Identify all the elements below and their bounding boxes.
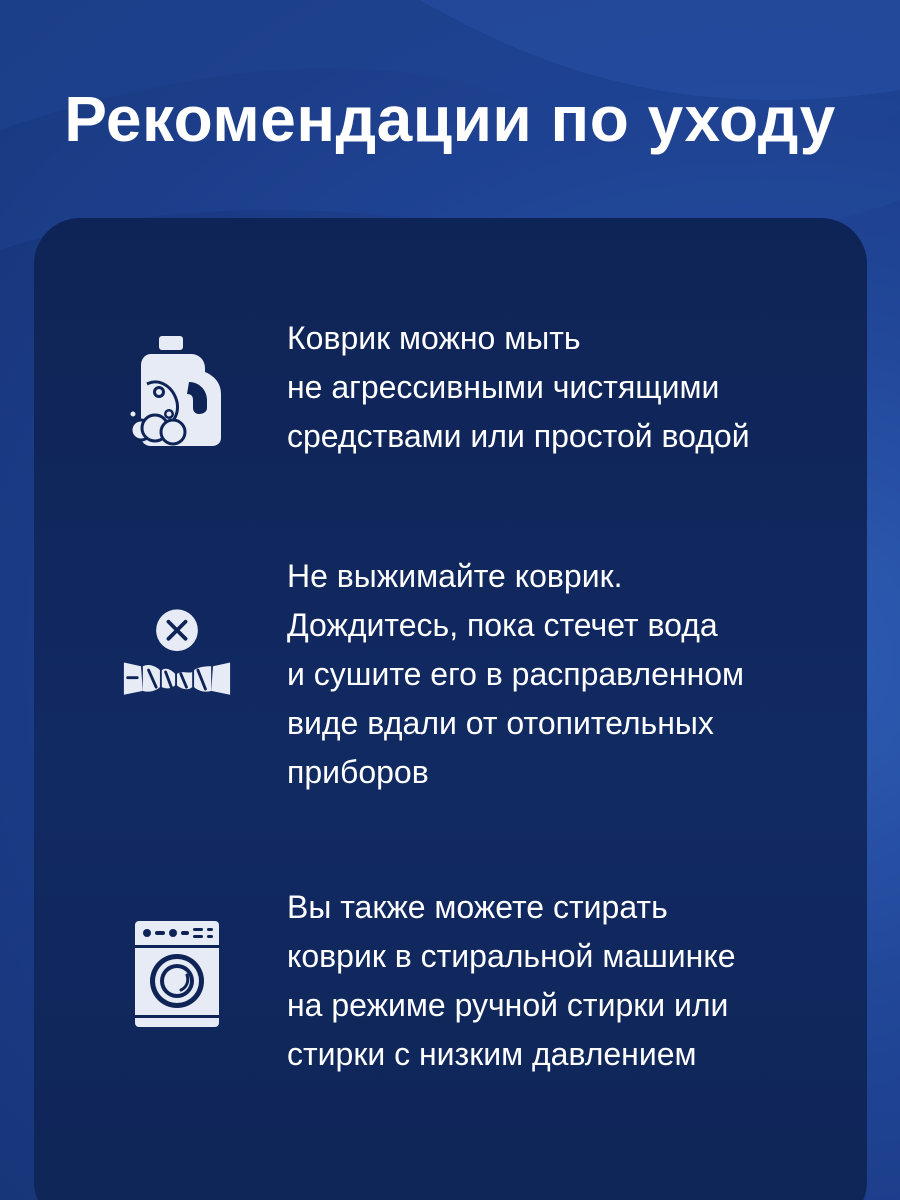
recommendation-line: Коврик можно мыть (287, 320, 581, 356)
washing-machine-icon (122, 918, 232, 1030)
recommendation-line: Вы также можете стирать (287, 889, 668, 925)
recommendation-text (287, 883, 847, 1079)
page-title: Рекомендации по уходу (64, 83, 836, 155)
detergent-bottle-icon (122, 330, 232, 450)
recommendation-line: не агрессивными чистящими (287, 369, 720, 405)
recommendation-line: Не выжимайте коврик. (287, 558, 623, 594)
recommendation-line: приборов (287, 754, 429, 790)
recommendation-line: Дождитесь, пока стечет вода (287, 607, 718, 643)
do-not-wring-icon (122, 603, 232, 703)
recommendation-line: стирки с низким давлением (287, 1036, 697, 1072)
recommendation-line: и сушите его в расправленном (287, 656, 745, 692)
recommendation-line: виде вдали от отопительных (287, 705, 714, 741)
recommendation-text (287, 552, 847, 797)
recommendation-line: коврик в стиральной машинке (287, 938, 736, 974)
recommendations-card (34, 218, 867, 1200)
recommendation-line: на режиме ручной стирки или (287, 987, 729, 1023)
recommendation-text (287, 314, 847, 461)
recommendation-line: средствами или простой водой (287, 418, 750, 454)
